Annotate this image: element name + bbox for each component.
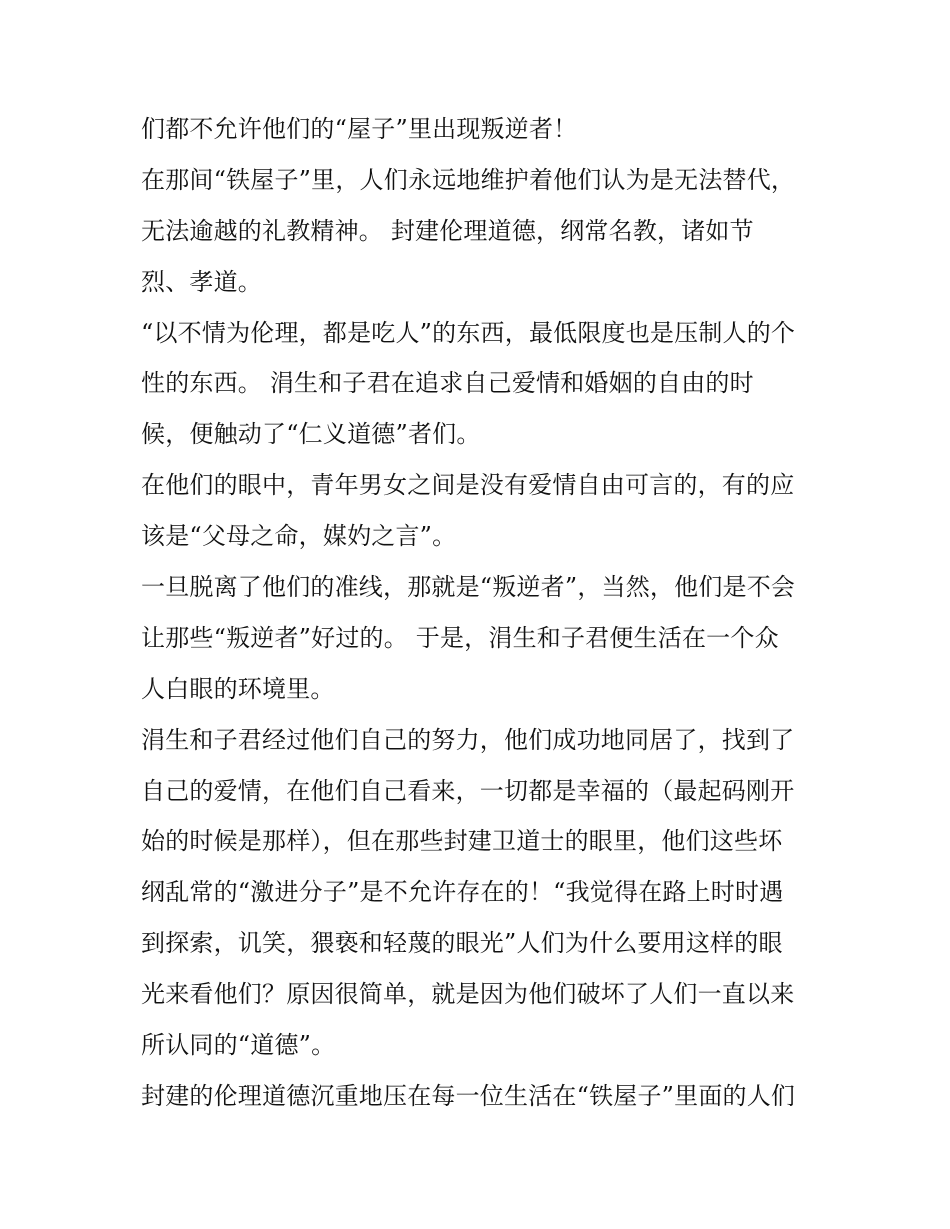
text-line: 在那间“铁屋子”里，人们永远地维护着他们认为是无法替代， bbox=[141, 165, 796, 194]
text-line: 该是“父母之命，媒妁之言”。 bbox=[141, 522, 457, 551]
text-line: 们都不允许他们的“屋子”里出现叛逆者！ bbox=[141, 115, 578, 143]
text-line: 所认同的“道德”。 bbox=[141, 1031, 336, 1060]
text-line: 让那些“叛逆者”好过的。 于是，涓生和子君便生活在一个众 bbox=[141, 623, 779, 652]
text-line: 涓生和子君经过他们自己的努力，他们成功地同居了，找到了 bbox=[141, 725, 795, 754]
text-line: 候，便触动了“仁义道德”者们。 bbox=[141, 420, 481, 449]
text-line: 光来看他们？原因很简单，就是因为他们破坏了人们一直以来 bbox=[141, 980, 795, 1009]
text-line: 到探索，讥笑，猥亵和轻蔑的眼光”人们为什么要用这样的眼 bbox=[141, 929, 783, 958]
text-line: 自己的爱情，在他们自己看来，一切都是幸福的（最起码刚开 bbox=[141, 776, 795, 805]
body-text bbox=[141, 104, 831, 1122]
text-line: 一旦脱离了他们的准线，那就是“叛逆者”，当然，他们是不会 bbox=[141, 573, 796, 602]
text-line: 人白眼的环境里。 bbox=[141, 674, 335, 703]
text-line: 始的时候是那样），但在那些封建卫道士的眼里，他们这些坏 bbox=[141, 827, 783, 856]
text-line: 烈、孝道。 bbox=[141, 267, 262, 296]
text-line: “以不情为伦理，都是吃人”的东西，最低限度也是压制人的个 bbox=[141, 318, 796, 347]
text-line: 无法逾越的礼教精神。 封建伦理道德，纲常名教，诸如节 bbox=[141, 216, 754, 245]
text-line: 性的东西。 涓生和子君在追求自己爱情和婚姻的自由的时 bbox=[141, 369, 754, 398]
text-line: 纲乱常的“激进分子”是不允许存在的！“我觉得在路上时时遇 bbox=[141, 878, 784, 907]
text-line: 封建的伦理道德沉重地压在每一位生活在“铁屋子”里面的人们 bbox=[141, 1081, 796, 1110]
text-line: 在他们的眼中，青年男女之间是没有爱情自由可言的，有的应 bbox=[141, 471, 795, 500]
